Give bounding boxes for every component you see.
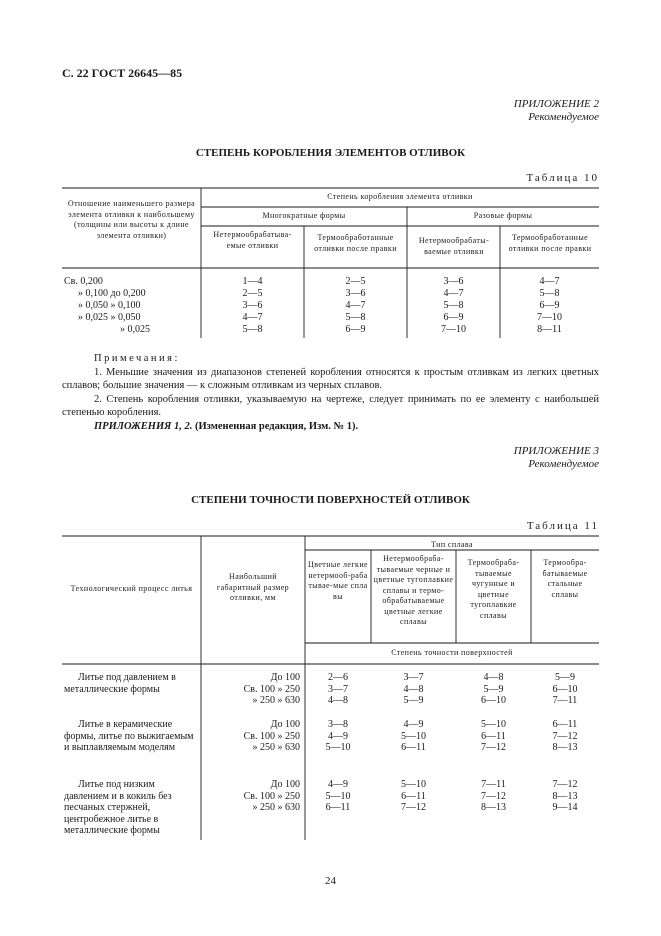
t11-cell: 6—11 <box>325 802 351 813</box>
notes-title: Примечания: <box>94 353 180 364</box>
appendix-3-label: ПРИЛОЖЕНИЕ 3 <box>513 445 599 457</box>
t11-cell: 5—9 <box>403 695 424 706</box>
t11-cell: 6—10 <box>481 695 506 706</box>
t11-process: Литье под давлением в металлические формы <box>64 672 176 695</box>
t11-cell: 7—11 <box>552 695 578 706</box>
t11-size: До 100 <box>270 672 300 683</box>
t11-cell: 8—13 <box>552 742 578 753</box>
t11-col-b <box>371 719 456 754</box>
t10-cell: 4—7 <box>539 276 560 287</box>
t11-col-d <box>531 779 599 814</box>
t10-cell: 7—10 <box>441 324 466 335</box>
t11-process: Литье под низким давлением и в кокиль без песчаных стержней, центробежное литье в металлические формы <box>64 779 172 836</box>
t11-size: До 100 <box>270 719 300 730</box>
t11-cell: 5—9 <box>483 683 504 695</box>
t11-cell: 8—13 <box>481 802 506 813</box>
t10-head-multi: Многократные формы <box>262 211 346 220</box>
t11-size: До 100 <box>270 779 300 790</box>
t11-cell: 5—10 <box>481 719 506 730</box>
t10-cell: 5—8 <box>539 288 560 299</box>
note-2: 2. Степень коробления отливки, указываемую на чертеже, следует принимать по ее элементу с наибольшей степенью коробления. <box>62 393 599 418</box>
t11-head-size: Наибольший габаритный размер отливки, мм <box>216 572 290 602</box>
t10-cell: 3—6 <box>443 276 464 287</box>
t10-head-non-heat-1: Нетермообрабатыва-емые отливки <box>213 230 292 250</box>
t11-size: » 250 » 630 <box>252 695 300 706</box>
t11-cell: 7—12 <box>401 802 426 813</box>
t11-col-d <box>531 719 599 754</box>
t11-cell: 5—10 <box>401 779 426 790</box>
t11-cell: 6—11 <box>401 742 426 753</box>
appendix-3-status: Рекомендуемое <box>528 458 599 470</box>
t11-cell: 7—11 <box>481 779 506 790</box>
t11-cell: 5—10 <box>325 790 351 802</box>
t11-cell: 4—8 <box>403 683 424 695</box>
t10-cell: 6—9 <box>345 324 366 335</box>
table-10-label: Таблица 10 <box>526 172 599 184</box>
page-header: С. 22 ГОСТ 26645—85 <box>62 66 183 80</box>
t10-cell: 7—10 <box>537 312 562 323</box>
t11-cell: 8—13 <box>552 790 578 802</box>
t10-ratio: » 0,100 до 0,200 <box>78 288 146 299</box>
t11-cell: 5—10 <box>325 742 351 753</box>
t11-sizes <box>204 672 300 707</box>
t11-col-d <box>531 672 599 707</box>
edition-italic: ПРИЛОЖЕНИЯ 1, 2. <box>94 420 193 432</box>
t10-head-single: Разовые формы <box>473 211 533 220</box>
t11-col-a <box>305 672 371 707</box>
t10-cell: 5—8 <box>443 300 464 311</box>
t10-cell: 8—11 <box>537 324 562 335</box>
t11-head-alloy-d: Термообра-батываемые стальные сплавы <box>542 558 588 599</box>
t11-head-alloy-c: Термообраба-тываемые чугунные и цветные тугоплавкие сплавы <box>467 558 520 620</box>
t11-cell: 4—8 <box>328 695 348 706</box>
t10-cell: 5—8 <box>345 312 366 323</box>
edition-note <box>62 420 599 434</box>
appendix-2-status: Рекомендуемое <box>528 111 599 123</box>
t11-head-alloy-a: Цветные легкие нетермооб-рабатывае-мые сплавы <box>308 560 368 601</box>
t11-col-b <box>371 779 456 814</box>
t10-cell: 4—7 <box>345 300 366 311</box>
t11-cell: 6—11 <box>552 719 578 730</box>
t11-col-a <box>305 779 371 814</box>
t11-cell: 6—10 <box>552 683 578 695</box>
t10-head-group: Степень коробления элемента отливки <box>327 192 473 201</box>
t10-ratio: Св. 0,200 <box>64 276 103 287</box>
t11-head-accuracy: Степень точности поверхностей <box>391 648 513 657</box>
t10-head-heat-after-2: Термообработанные отливки после правки <box>508 233 592 253</box>
t11-cell: 7—12 <box>481 742 506 753</box>
t11-cell: 5—10 <box>401 730 426 742</box>
t11-cell: 7—12 <box>552 730 578 742</box>
t11-cell: 4—9 <box>403 719 424 730</box>
t11-cell: 5—9 <box>555 672 575 683</box>
t11-head-alloy-b: Нетермообраба-тываемые черные и цветные тугоплавкие сплавы и термо-обрабатываемые цветные легкие сплавы <box>373 554 454 626</box>
t11-cell: 2—6 <box>328 672 348 683</box>
t11-size: Св. 100 » 250 <box>243 683 300 695</box>
t10-ratio: » 0,050 » 0,100 <box>78 300 141 311</box>
t10-cell: 5—8 <box>242 324 263 335</box>
t11-col-b <box>371 672 456 707</box>
t11-cell: 7—12 <box>552 779 578 790</box>
t11-cell: 3—8 <box>328 719 348 730</box>
t11-cell: 9—14 <box>552 802 578 813</box>
t11-head-process: Технологический процесс литья <box>70 584 193 593</box>
t10-cell: 3—6 <box>242 300 263 311</box>
t11-sizes <box>204 779 300 814</box>
t11-cell: 4—9 <box>328 730 348 742</box>
note-1: 1. Меньшие значения из диапазонов степеней коробления относятся к простым отливкам из легких цветных сплавов; большие значения — к сложным отливкам из черных сплавов. <box>62 366 599 391</box>
t11-cell: 7—12 <box>481 790 506 802</box>
t11-col-c <box>456 672 531 707</box>
t11-size: Св. 100 » 250 <box>243 790 300 802</box>
t10-cell: 4—7 <box>443 288 464 299</box>
t11-cell: 6—11 <box>481 730 506 742</box>
t10-cell: 2—5 <box>345 276 366 287</box>
table-11-label: Таблица 11 <box>526 520 599 532</box>
t11-cell: 3—7 <box>328 683 348 695</box>
t11-cell: 4—8 <box>483 672 504 683</box>
t10-head-ratio: Отношение наименьшего размера элемента отливки к наибольшему (толщины или высоты к длине элемента отливки) <box>67 199 196 240</box>
appendix-2-label: ПРИЛОЖЕНИЕ 2 <box>513 98 599 110</box>
t11-size: » 250 » 630 <box>252 742 300 753</box>
t10-cell: 3—6 <box>345 288 366 299</box>
section-2-title: СТЕПЕНИ ТОЧНОСТИ ПОВЕРХНОСТЕЙ ОТЛИВОК <box>191 494 470 506</box>
t11-size: Св. 100 » 250 <box>243 730 300 742</box>
t10-cell: 2—5 <box>242 288 263 299</box>
t11-cell: 4—9 <box>328 779 348 790</box>
t10-cell: 6—9 <box>443 312 464 323</box>
t11-col-c <box>456 779 531 814</box>
t10-cell: 6—9 <box>539 300 560 311</box>
section-1-title: СТЕПЕНЬ КОРОБЛЕНИЯ ЭЛЕМЕНТОВ ОТЛИВОК <box>195 147 466 159</box>
page-number: 24 <box>325 875 336 887</box>
t10-cell: 1—4 <box>242 276 263 287</box>
t11-process: Литье в керамические формы, литье по выжигаемым и выплавляемым моделям <box>64 719 194 753</box>
t10-head-non-heat-2: Нетермообрабаты-ваемые отливки <box>418 236 490 256</box>
t11-sizes <box>204 719 300 754</box>
t11-col-c <box>456 719 531 754</box>
t11-col-a <box>305 719 371 754</box>
t10-ratio: » 0,025 » 0,050 <box>78 312 141 323</box>
t10-cell: 4—7 <box>242 312 263 323</box>
t11-head-group: Тип сплава <box>431 540 473 549</box>
t11-cell: 6—11 <box>401 790 426 802</box>
edition-rest: (Измененная редакция, Изм. № 1). <box>194 420 359 432</box>
t11-size: » 250 » 630 <box>252 802 300 813</box>
t10-ratio: » 0,025 <box>120 324 150 335</box>
t10-head-heat-after-1: Термообработанные отливки после правки <box>314 233 397 253</box>
notes-block <box>62 352 599 433</box>
t11-cell: 3—7 <box>403 672 424 683</box>
